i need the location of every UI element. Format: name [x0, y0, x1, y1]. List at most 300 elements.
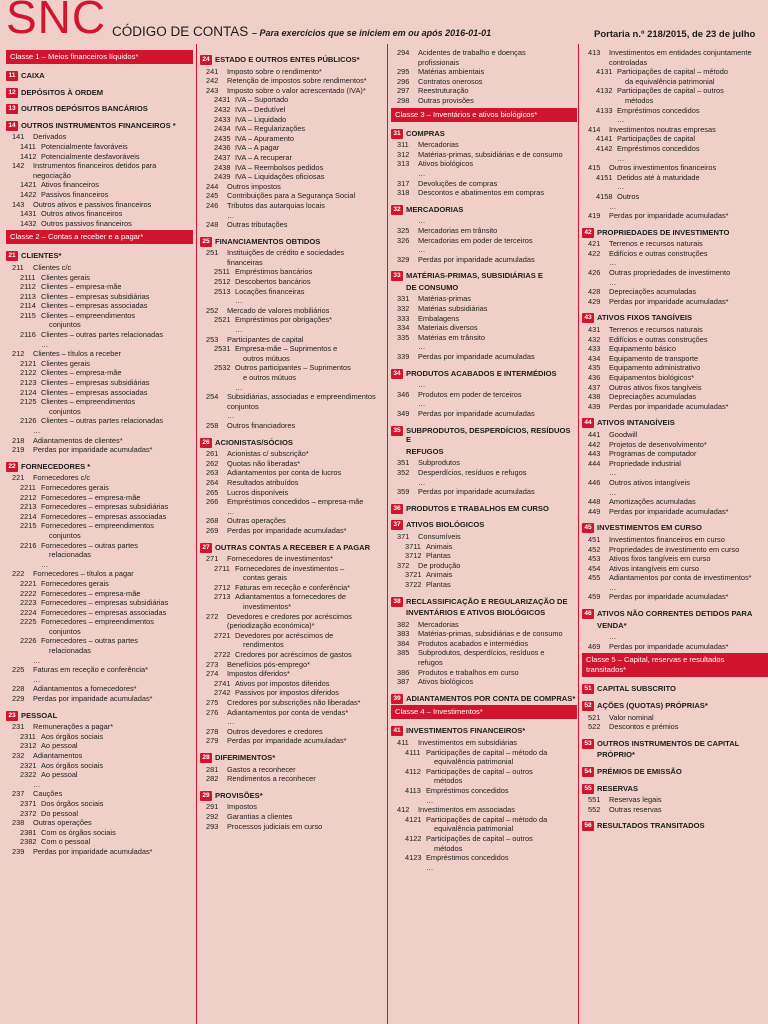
account-row	[6, 209, 193, 219]
account-row	[200, 220, 385, 230]
account-label: Descobertos bancários	[235, 277, 311, 287]
account-label: e outros mútuos	[243, 373, 296, 382]
class-header: Classe 1 – Meios financeiros líquidos*	[6, 50, 193, 64]
account-label: Perdas por imparidade acumuladas*	[33, 445, 153, 455]
account-code: 244	[206, 181, 219, 191]
account-code: 254	[206, 392, 219, 402]
account-label: Mercadorias	[418, 140, 459, 150]
account-code: 443	[588, 449, 601, 459]
section-title: INVESTIMENTOS FINANCEIROS*	[406, 726, 526, 736]
section-title: ATIVOS BIOLÓGICOS	[406, 520, 485, 530]
account-label: equivalência patrimonial	[434, 757, 514, 767]
account-section	[582, 523, 768, 533]
section-title: PRODUTOS E TRABALHOS EM CURSO	[406, 503, 549, 513]
account-label: Devoluções de compras	[418, 178, 498, 188]
account-row	[391, 458, 577, 468]
account-code: 2216	[20, 540, 37, 550]
account-row	[6, 311, 193, 321]
account-label: Subsidiárias, associadas e empreendimentos	[227, 392, 376, 402]
account-code: 2213	[20, 502, 37, 512]
account-label: …	[418, 245, 426, 255]
account-label: profissionais	[418, 57, 460, 67]
account-label: IVA – Reembolsos pedidos	[235, 162, 324, 172]
account-row	[582, 564, 768, 574]
account-row	[391, 140, 577, 150]
account-code: 2713	[214, 592, 231, 602]
account-code: 431	[588, 325, 601, 335]
account-label: Fornecedores de investimentos*	[227, 554, 333, 564]
account-code: 1431	[20, 209, 37, 219]
account-row	[200, 363, 385, 373]
account-label: outros mútuos	[243, 353, 290, 363]
account-label: …	[227, 210, 235, 220]
section-title: MATÉRIAS-PRIMAS, SUBSIDIÁRIAS E	[406, 271, 543, 281]
account-row	[582, 449, 768, 459]
account-label: Fornecedores gerais	[41, 578, 109, 588]
account-row	[6, 320, 193, 330]
account-label: Aos órgãos sociais	[41, 731, 104, 741]
account-row	[200, 650, 385, 660]
account-label: Outros	[617, 191, 640, 201]
account-label: Clientes – empresa-mãe	[41, 282, 122, 292]
account-label: Animais	[426, 570, 453, 580]
account-label: negociação	[33, 170, 71, 180]
account-row	[200, 660, 385, 670]
account-row	[6, 263, 193, 273]
section-title: RESERVAS	[597, 783, 639, 793]
account-label: Outros ativos e passivos financeiros	[33, 199, 152, 209]
account-code: 332	[397, 304, 410, 314]
account-row	[6, 550, 193, 560]
section-title: ADIANTAMENTOS POR CONTA DE COMPRAS*	[406, 693, 576, 703]
account-code: 238	[12, 818, 25, 828]
account-code: 419	[588, 211, 601, 221]
account-section	[6, 121, 193, 131]
section-title: RESULTADOS TRANSITADOS	[597, 821, 705, 831]
account-label: …	[609, 632, 617, 642]
account-row	[391, 580, 577, 590]
account-label: Devedores e credores por acréscimos	[227, 611, 352, 621]
account-row	[200, 478, 385, 488]
account-label: Participações de capital – outros	[426, 833, 533, 843]
account-row	[6, 741, 193, 751]
account-code: 334	[397, 323, 410, 333]
account-row	[200, 421, 385, 431]
account-section	[582, 228, 768, 238]
account-code: 2212	[20, 492, 37, 502]
account-label: IVA – Apuramento	[235, 133, 295, 143]
title-subtitle: – Para exercícios que se iniciem em ou após 2016-01-01	[252, 28, 492, 38]
account-label: Empréstimos concedidos – empresa-mãe	[227, 497, 364, 507]
account-code: 1432	[20, 218, 37, 228]
account-row	[582, 402, 768, 412]
account-label: …	[609, 487, 617, 497]
account-section	[391, 129, 577, 139]
account-row	[391, 738, 577, 748]
account-code: 2721	[214, 630, 231, 640]
account-label: Benefícios pós-emprego*	[227, 659, 310, 669]
account-row	[200, 717, 385, 727]
account-label: …	[617, 182, 625, 192]
account-row	[582, 106, 768, 116]
account-code: 239	[12, 846, 25, 856]
account-code: 2223	[20, 598, 37, 608]
account-code: 2436	[214, 143, 231, 153]
account-row	[200, 516, 385, 526]
account-row	[391, 677, 577, 687]
section-title: AÇÕES (QUOTAS) PRÓPRIAS*	[597, 701, 708, 711]
section-number-badge: 41	[391, 726, 403, 736]
section-number-badge: 43	[582, 313, 594, 323]
account-row	[582, 478, 768, 488]
account-row	[200, 86, 385, 96]
account-row	[6, 426, 193, 436]
account-label: …	[418, 380, 426, 390]
account-row	[6, 180, 193, 190]
account-code: 271	[206, 554, 219, 564]
account-label: Perdas por imparidade acumuladas*	[609, 592, 729, 602]
account-code: 2321	[20, 760, 37, 770]
account-label: Empréstimos concedidos	[426, 853, 509, 863]
account-row	[391, 468, 577, 478]
section-number-badge: 45	[582, 523, 594, 533]
account-row	[6, 273, 193, 283]
account-label: Dos órgãos sociais	[41, 798, 104, 808]
account-row	[200, 172, 385, 182]
account-label: Clientes – empresas associadas	[41, 387, 148, 397]
account-row	[582, 325, 768, 335]
account-row	[6, 589, 193, 599]
account-label: Produtos acabados e intermédios	[418, 638, 529, 648]
account-row	[6, 560, 193, 570]
account-label: conjuntos	[49, 320, 81, 330]
account-label: Passivos por impostos diferidos	[235, 688, 339, 698]
account-row	[6, 416, 193, 426]
account-row	[200, 449, 385, 459]
account-code: 351	[397, 458, 410, 468]
account-code: 2121	[20, 358, 37, 368]
account-code: 415	[588, 163, 601, 173]
account-code: 385	[397, 648, 410, 658]
account-row	[200, 182, 385, 192]
account-code: 412	[397, 805, 410, 815]
account-code: 2439	[214, 172, 231, 182]
account-label: Com o pessoal	[41, 837, 91, 847]
account-row	[200, 612, 385, 622]
section-title: CLIENTES*	[21, 251, 62, 261]
section-number-badge: 33	[391, 271, 403, 281]
account-code: 459	[588, 592, 601, 602]
section-number-badge: 56	[582, 821, 594, 831]
account-label: Clientes – empresas subsidiárias	[41, 378, 150, 388]
account-label: Perdas por imparidade acumuladas*	[609, 641, 729, 651]
account-row	[200, 267, 385, 277]
account-code: 339	[397, 352, 410, 362]
account-code: 4132	[596, 86, 613, 96]
account-label: Adiantamentos por conta de investimentos*	[609, 573, 752, 583]
account-label: …	[609, 201, 617, 211]
account-label: …	[235, 296, 243, 306]
account-row	[391, 323, 577, 333]
account-row	[582, 363, 768, 373]
account-label: Empréstimos por obrigações*	[235, 315, 332, 325]
account-row	[6, 445, 193, 455]
account-row	[200, 105, 385, 115]
account-label: Matérias-primas	[418, 294, 471, 304]
account-label: Garantias a clientes	[227, 811, 293, 821]
account-row	[391, 478, 577, 488]
section-number-badge: 25	[200, 237, 212, 247]
account-section	[582, 418, 768, 428]
account-label: Participações de capital – método	[617, 67, 728, 77]
account-label: …	[227, 717, 235, 727]
account-row	[391, 805, 577, 815]
account-label: Credores por subscrições não liberadas*	[227, 698, 361, 707]
account-code: 4122	[405, 833, 422, 843]
account-code: 438	[588, 392, 601, 402]
account-row	[391, 333, 577, 343]
account-section	[200, 55, 385, 65]
account-row	[6, 152, 193, 162]
account-label: …	[609, 468, 617, 478]
account-label: Outras provisões	[418, 95, 474, 105]
account-row	[391, 390, 577, 400]
account-label: Equipamento administrativo	[609, 363, 701, 373]
account-row	[200, 497, 385, 507]
account-row	[200, 774, 385, 784]
account-code: 2433	[214, 114, 231, 124]
account-row	[391, 67, 577, 77]
column-2	[200, 48, 385, 1024]
account-code: 318	[397, 188, 410, 198]
account-row	[200, 134, 385, 144]
account-code: 414	[588, 124, 601, 134]
account-label: …	[418, 477, 426, 487]
account-label: Investimentos financeiros em curso	[609, 534, 725, 544]
document-title	[112, 24, 491, 41]
account-row	[391, 342, 577, 352]
column-divider	[196, 44, 197, 1024]
account-section	[391, 271, 577, 281]
section-title-continued: REFUGOS	[406, 446, 444, 456]
account-row	[391, 776, 577, 786]
account-label: Clientes gerais	[41, 272, 90, 282]
account-row	[582, 48, 768, 58]
account-code: 2722	[214, 650, 231, 660]
account-row	[6, 512, 193, 522]
account-label: …	[33, 655, 41, 665]
account-code: 274	[206, 669, 219, 679]
account-row	[582, 795, 768, 805]
account-section	[200, 543, 385, 553]
account-label: Fornecedores – empresas associadas	[41, 511, 167, 521]
account-label: IVA – Liquidações oficiosas	[235, 172, 325, 182]
account-section	[391, 726, 577, 736]
account-code: 446	[588, 477, 601, 487]
account-row	[391, 668, 577, 678]
account-code: 2437	[214, 152, 231, 162]
account-row	[6, 378, 193, 388]
account-code: 333	[397, 313, 410, 323]
account-label: Materiais diversos	[418, 323, 478, 333]
account-row	[391, 639, 577, 649]
account-label: Faturas em receção e conferência*	[33, 665, 149, 675]
account-label: Outros ativos financeiros	[41, 209, 123, 219]
account-row	[582, 163, 768, 173]
account-code: 275	[206, 698, 219, 707]
account-label: Adiantamentos a fornecedores*	[33, 684, 137, 694]
account-row	[6, 301, 193, 311]
account-label: Consumíveis	[418, 531, 461, 541]
account-code: 383	[397, 629, 410, 639]
account-row	[582, 154, 768, 164]
account-code: 2521	[214, 315, 231, 325]
section-title-continued: PRÓPRIO*	[597, 750, 635, 760]
account-row	[582, 722, 768, 732]
account-label: …	[235, 382, 243, 392]
account-code: 454	[588, 563, 601, 573]
account-code: 439	[588, 401, 601, 411]
account-row	[200, 248, 385, 258]
account-code: 371	[397, 531, 410, 541]
account-row	[200, 802, 385, 812]
account-code: 521	[588, 712, 601, 722]
account-code: 2312	[20, 741, 37, 751]
account-label: Devedores por acréscimos de	[235, 630, 334, 640]
account-row	[200, 669, 385, 679]
account-label: …	[609, 258, 617, 268]
section-title: SUBPRODUTOS, DESPERDÍCIOS, RESÍDUOS E	[406, 425, 571, 445]
account-label: Produtos e trabalhos em curso	[418, 667, 519, 677]
section-title-continued: INVENTÁRIOS E ATIVOS BIOLÓGICOS	[406, 608, 546, 618]
account-row	[391, 159, 577, 169]
account-code: 3712	[405, 551, 422, 561]
account-row	[391, 236, 577, 246]
account-label: Adiantamentos a fornecedores de	[235, 592, 346, 602]
account-code: 4142	[596, 143, 613, 153]
account-section	[582, 767, 768, 777]
account-label: Outros passivos financeiros	[41, 218, 132, 228]
account-code: 2311	[20, 731, 36, 741]
account-code: 292	[206, 811, 219, 821]
account-row	[200, 287, 385, 297]
snc-logo: SNC	[6, 0, 107, 43]
account-label: …	[33, 779, 41, 789]
account-label: Clientes c/c	[33, 262, 72, 272]
account-label: Contratos onerosos	[418, 76, 483, 86]
account-label: Depreciações acumuladas	[609, 392, 697, 402]
account-code: 434	[588, 353, 601, 363]
account-code: 4112	[405, 766, 421, 776]
account-row	[200, 95, 385, 105]
account-row	[6, 684, 193, 694]
account-row	[6, 770, 193, 780]
account-code: 552	[588, 804, 601, 814]
account-row	[582, 373, 768, 383]
account-code: 469	[588, 641, 601, 651]
account-code: 225	[12, 665, 25, 675]
account-code: 253	[206, 334, 219, 344]
account-section	[6, 462, 193, 472]
account-code: 2431	[214, 95, 231, 105]
account-label: IVA – A pagar	[235, 143, 280, 153]
account-code: 522	[588, 722, 601, 732]
account-row	[582, 86, 768, 96]
section-number-badge: 52	[582, 701, 594, 711]
account-code: 413	[588, 48, 601, 57]
account-label: Retenção de impostos sobre rendimentos*	[227, 76, 367, 86]
account-code: 2221	[20, 578, 37, 588]
account-label: Gastos a reconhecer	[227, 764, 296, 774]
account-code: 2126	[20, 416, 37, 426]
account-label: …	[617, 115, 625, 125]
account-label: Cauções	[33, 789, 63, 799]
account-row	[200, 488, 385, 498]
account-code: 268	[206, 516, 219, 526]
account-row	[6, 531, 193, 541]
account-code: 266	[206, 497, 219, 507]
account-code: 2116	[20, 330, 36, 340]
account-section	[582, 739, 768, 749]
account-label: Investimentos em subsidiárias	[418, 738, 517, 748]
account-code: 2435	[214, 133, 231, 143]
account-label: Perdas por imparidade acumuladas	[418, 487, 535, 497]
account-code: 441	[588, 429, 601, 439]
account-row	[582, 535, 768, 545]
account-label: IVA – Regularizações	[235, 124, 306, 134]
account-row	[200, 468, 385, 478]
account-label: conjuntos	[227, 401, 259, 411]
account-label: conjuntos	[49, 406, 81, 416]
account-label: Impostos diferidos*	[227, 669, 290, 679]
account-row	[200, 153, 385, 163]
account-code: 2226	[20, 636, 37, 646]
section-number-badge: 12	[6, 88, 18, 98]
account-label: Fornecedores de investimentos –	[235, 563, 345, 573]
account-row	[6, 732, 193, 742]
account-row	[582, 583, 768, 593]
account-row	[582, 592, 768, 602]
account-code: 429	[588, 296, 601, 306]
account-row	[200, 698, 385, 708]
title-text: CÓDIGO DE CONTAS	[112, 24, 249, 39]
account-label: conjuntos	[49, 626, 81, 636]
account-label: relacionadas	[49, 550, 91, 560]
account-label: …	[617, 153, 625, 163]
account-code: 218	[12, 435, 25, 445]
account-code: 387	[397, 677, 410, 687]
account-row	[391, 844, 577, 854]
account-row	[582, 430, 768, 440]
account-label: Outros impostos	[227, 181, 281, 191]
account-code: 4113	[405, 786, 421, 795]
section-title: PRÉMIOS DE EMISSÃO	[597, 767, 682, 776]
account-label: Investimentos noutras empresas	[609, 124, 716, 134]
account-row	[391, 786, 577, 796]
account-label: Terrenos e recursos naturais	[609, 325, 703, 335]
account-label: Perdas por imparidade acumuladas*	[227, 736, 347, 746]
account-label: Potencialmente desfavoráveis	[41, 151, 140, 161]
account-label: Edifícios e outras construções	[609, 248, 708, 258]
account-section	[582, 784, 768, 794]
account-label: …	[418, 342, 426, 352]
account-section	[582, 609, 768, 619]
account-label: Rendimentos a reconhecer	[227, 774, 316, 784]
account-section	[391, 520, 577, 530]
account-row	[391, 96, 577, 106]
account-section	[6, 251, 193, 261]
account-code: 2382	[20, 837, 37, 847]
